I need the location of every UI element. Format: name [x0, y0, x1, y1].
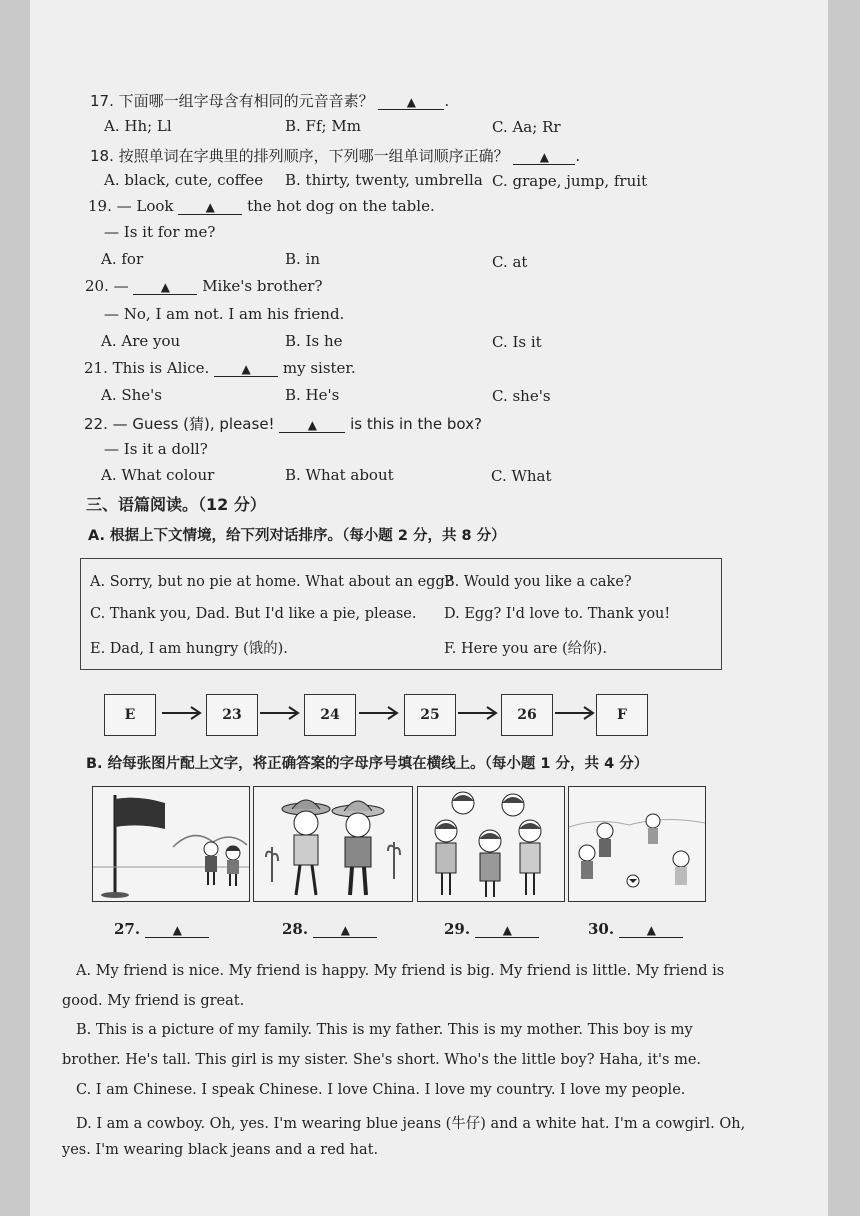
answer-blank-19[interactable]: ▲ [178, 200, 242, 215]
dialogue-line-a: A. Sorry, but no pie at home. What about an egg? [90, 574, 453, 590]
picture-cowboy-cowgirl [253, 786, 413, 902]
question-22: 22. — Guess (猜), please! ▲ is this in the box? [84, 415, 482, 433]
question-18-stem: 18. 按照单词在字典里的排列顺序，下列哪一组单词顺序正确？ [90, 147, 509, 165]
option-19a: A. for [101, 250, 144, 268]
answer-blank-17[interactable]: ▲ [378, 95, 444, 110]
dialogue-line-d: D. Egg? I'd love to. Thank you! [444, 606, 671, 622]
flow-box-end: F [596, 694, 648, 736]
option-18c: C. grape, jump, fruit [492, 172, 648, 190]
question-21: 21. This is Alice. ▲ my sister. [84, 359, 356, 377]
answer-blank-22[interactable]: ▲ [279, 418, 345, 433]
arrow-right-icon [258, 704, 302, 722]
answer-blank-27[interactable]: ▲ [145, 923, 209, 938]
passage-d-line-2: yes. I'm wearing black jeans and a red hat. [62, 1142, 379, 1158]
dialogue-line-b: B. Would you like a cake? [444, 574, 632, 590]
passage-b-line-1: B. This is a picture of my family. This is my father. This is my mother. This boy is my [76, 1022, 693, 1038]
family-group-illustration-icon [418, 787, 564, 901]
flow-box-25[interactable]: 25 [404, 694, 456, 736]
arrow-right-icon [357, 704, 401, 722]
option-18b: B. thirty, twenty, umbrella [285, 171, 483, 189]
cowboy-cowgirl-illustration-icon [254, 787, 412, 901]
arrow-right-icon [553, 704, 597, 722]
flow-box-start: E [104, 694, 156, 736]
part-a-title: A. 根据上下文情境，给下列对话排序。（每小题 2 分，共 8 分） [88, 528, 506, 544]
children-playing-illustration-icon [569, 787, 705, 901]
answer-blank-30[interactable]: ▲ [619, 923, 683, 938]
option-22c: C. What [491, 467, 552, 485]
passage-b-line-2: brother. He's tall. This girl is my sister. She's short. Who's the little boy? Haha, it's me. [62, 1052, 702, 1068]
arrow-right-icon [456, 704, 500, 722]
question-17: 17. 下面哪一组字母含有相同的元音音素？ ▲ . [90, 92, 450, 110]
option-19c: C. at [492, 253, 528, 271]
question-20: 20. — ▲ Mike's brother? [85, 277, 323, 295]
option-20a: A. Are you [101, 332, 181, 350]
answer-blank-29[interactable]: ▲ [475, 923, 539, 938]
option-18a: A. black, cute, coffee [104, 171, 264, 189]
picture-answer-30: 30. ▲ [588, 920, 683, 938]
section-3-title: 三、语篇阅读。（12 分） [86, 495, 266, 514]
picture-answer-29: 29. ▲ [444, 920, 539, 938]
option-20b: B. Is he [285, 332, 343, 350]
question-17-stem: 17. 下面哪一组字母含有相同的元音音素？ [90, 92, 374, 110]
dialogue-line-f: F. Here you are (给你). [444, 641, 607, 657]
option-22b: B. What about [285, 466, 394, 484]
answer-blank-28[interactable]: ▲ [313, 923, 377, 938]
option-21c: C. she's [492, 387, 551, 405]
reply-22: — Is it a doll? [104, 440, 208, 458]
picture-answer-27: 27. ▲ [114, 920, 209, 938]
reply-20: — No, I am not. I am his friend. [104, 305, 345, 323]
picture-family-group [417, 786, 565, 902]
flow-box-24[interactable]: 24 [304, 694, 356, 736]
part-b-title: B. 给每张图片配上文字，将正确答案的字母序号填在横线上。（每小题 1 分，共 4 分） [86, 756, 649, 772]
flow-box-26[interactable]: 26 [501, 694, 553, 736]
passage-a-line-1: A. My friend is nice. My friend is happy. My friend is big. My friend is little. My friend is [76, 963, 725, 979]
picture-flag-children [92, 786, 250, 902]
flag-children-illustration-icon [93, 787, 249, 901]
picture-children-playing [568, 786, 706, 902]
passage-c-line-1: C. I am Chinese. I speak Chinese. I love China. I love my country. I love my people. [76, 1082, 686, 1098]
option-17a: A. Hh; Ll [104, 117, 172, 135]
option-21b: B. He's [285, 386, 340, 404]
option-20c: C. Is it [492, 333, 542, 351]
option-17c: C. Aa; Rr [492, 118, 561, 136]
answer-blank-21[interactable]: ▲ [214, 362, 278, 377]
option-17b: B. Ff; Mm [285, 117, 361, 135]
picture-answer-28: 28. ▲ [282, 920, 377, 938]
question-19: 19. — Look ▲ the hot dog on the table. [88, 197, 435, 215]
option-22a: A. What colour [101, 466, 215, 484]
answer-blank-20[interactable]: ▲ [133, 280, 197, 295]
passage-a-line-2: good. My friend is great. [62, 993, 245, 1009]
question-18: 18. 按照单词在字典里的排列顺序，下列哪一组单词顺序正确？ ▲ . [90, 147, 581, 165]
reply-19: — Is it for me? [104, 223, 216, 241]
dialogue-line-e: E. Dad, I am hungry (饿的). [90, 641, 288, 657]
flow-box-23[interactable]: 23 [206, 694, 258, 736]
dialogue-line-c: C. Thank you, Dad. But I'd like a pie, please. [90, 606, 417, 622]
answer-blank-18[interactable]: ▲ [513, 150, 575, 165]
option-21a: A. She's [101, 386, 163, 404]
passage-d-line-1: D. I am a cowboy. Oh, yes. I'm wearing blue jeans (牛仔) and a white hat. I'm a cowgirl. Oh, [76, 1116, 746, 1132]
option-19b: B. in [285, 250, 321, 268]
arrow-right-icon [160, 704, 204, 722]
